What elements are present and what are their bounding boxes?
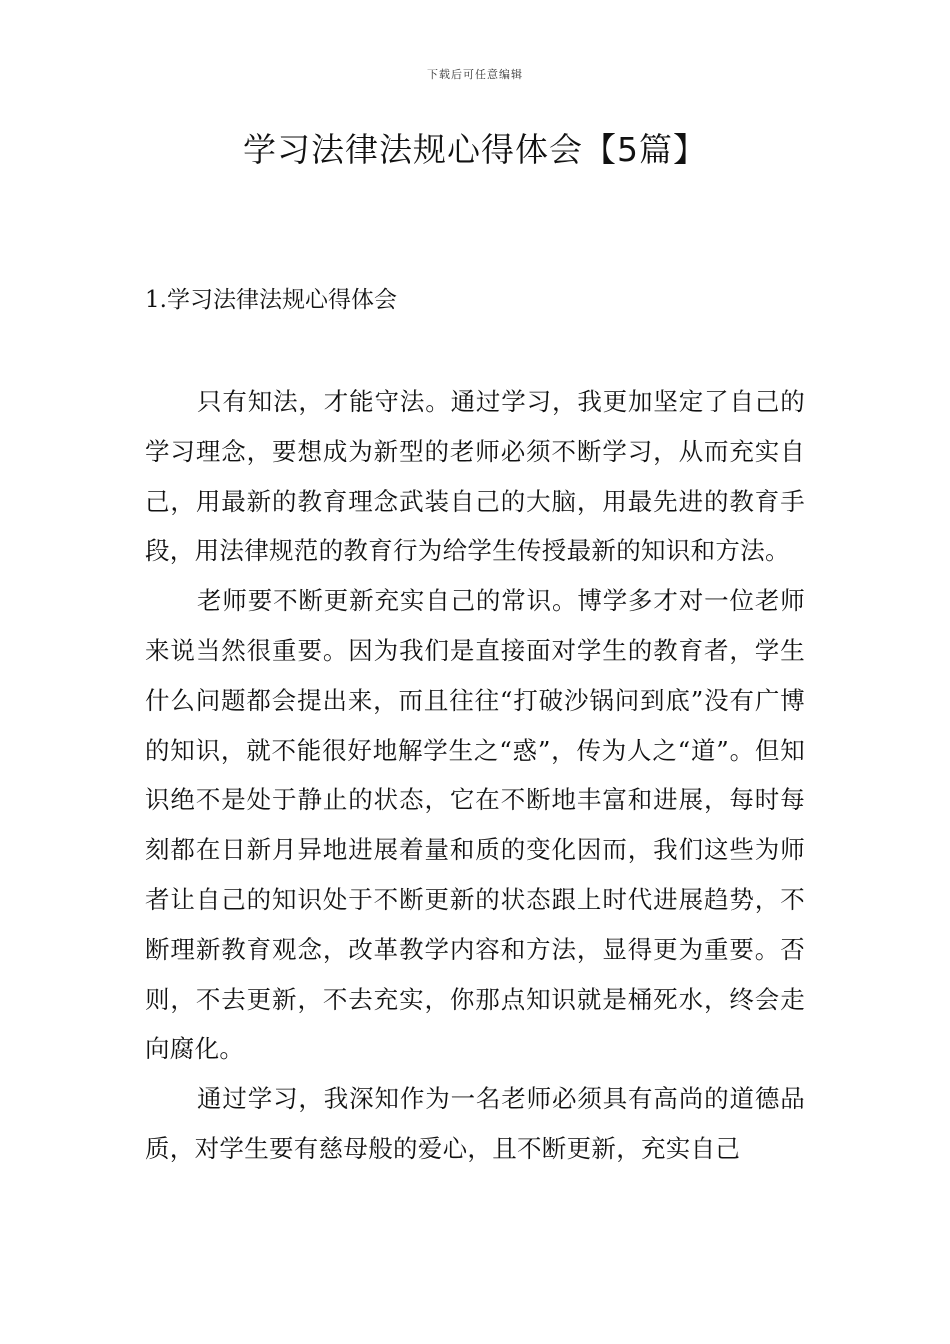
paragraph: 老师要不断更新充实自己的常识。博学多才对一位老师来说当然很重要。因为我们是直接面对学生的教育者，学生什么问题都会提出来，而且往往“打破沙锅问到底”没有广博的知识，就不能很好地解学生之“惑”，传为人之“道”。但知识绝不是处于静止的状态，它在不断地丰富和进展，每时每刻都在日新月异地进展着量和质的变化因而，我们这些为师者让自己的知识处于不断更新的状态跟上时代进展趋势，不断理新教育观念，改革教学内容和方法，显得更为重要。否则，不去更新，不去充实，你那点知识就是桶死水，终会走向腐化。 (145, 586, 805, 1064)
header-note: 下载后可任意编辑 (427, 68, 523, 81)
document-title: 学习法律法规心得体会【5篇】 (243, 130, 707, 169)
paragraph: 只有知法，才能守法。通过学习，我更加坚定了自己的学习理念，要想成为新型的老师必须不断学习，从而充实自己，用最新的教育理念武装自己的大脑，用最先进的教育手段，用法律规范的教育行为给学生传授最新的知识和方法。 (145, 387, 805, 566)
document-body (145, 377, 805, 1174)
paragraph: 通过学习，我深知作为一名老师必须具有高尚的道德品质，对学生要有慈母般的爱心，且不断更新，充实自己 (145, 1084, 805, 1163)
section-heading: 1.学习法律法规心得体会 (145, 287, 397, 313)
